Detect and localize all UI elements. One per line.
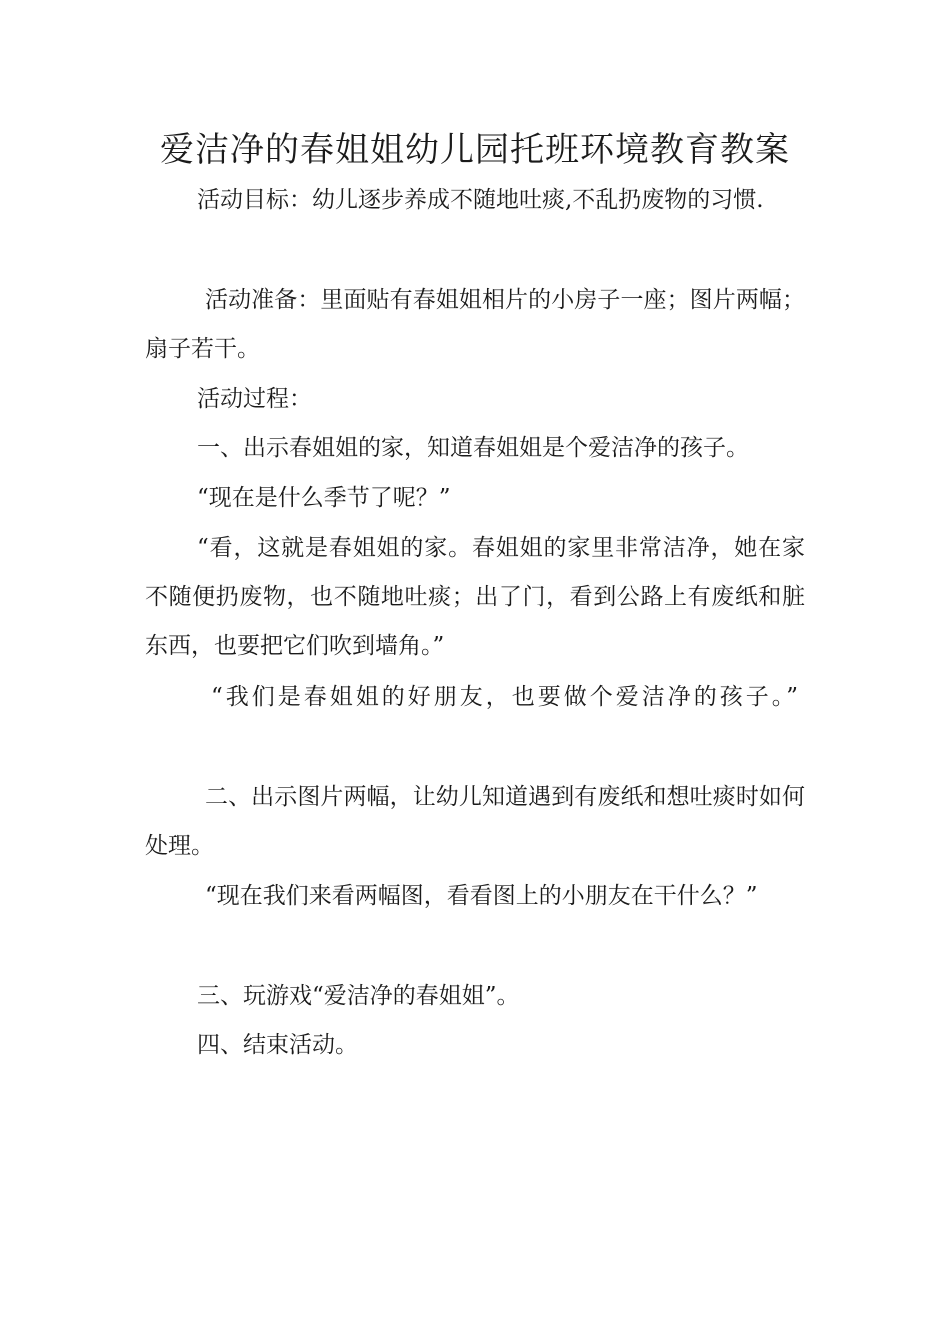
paragraph-good-friends: “我们是春姐姐的好朋友，也要做个爱洁净的孩子。” <box>211 684 802 710</box>
paragraph-activity-process: 活动过程： <box>197 386 312 412</box>
paragraph-step-one: 一、出示春姐姐的家，知道春姐姐是个爱洁净的孩子。 <box>197 435 749 461</box>
paragraph-season-question: “现在是什么季节了呢？” <box>197 485 451 511</box>
paragraph-picture-question: “现在我们来看两幅图，看看图上的小朋友在干什么？” <box>205 883 758 909</box>
document-title: 爱洁净的春姐姐幼儿园托班环境教育教案 <box>160 130 790 170</box>
paragraph-spring-home: “看，这就是春姐姐的家。春姐姐的家里非常洁净，她在家不随便扔废物，也不随地吐痰；出了门，看到公路上有废纸和脏东西，也要把它们吹到墙角。” <box>145 535 805 659</box>
paragraph-step-three: 三、玩游戏“爱洁净的春姐姐”。 <box>197 983 520 1009</box>
paragraph-activity-goal: 活动目标：幼儿逐步养成不随地吐痰,不乱扔废物的习惯. <box>197 187 764 213</box>
paragraph-activity-preparation: 活动准备：里面贴有春姐姐相片的小房子一座；图片两幅；扇子若干。 <box>145 287 805 362</box>
paragraph-step-four: 四、结束活动。 <box>197 1032 358 1058</box>
paragraph-step-two: 二、出示图片两幅，让幼儿知道遇到有废纸和想吐痰时如何处理。 <box>145 784 805 859</box>
